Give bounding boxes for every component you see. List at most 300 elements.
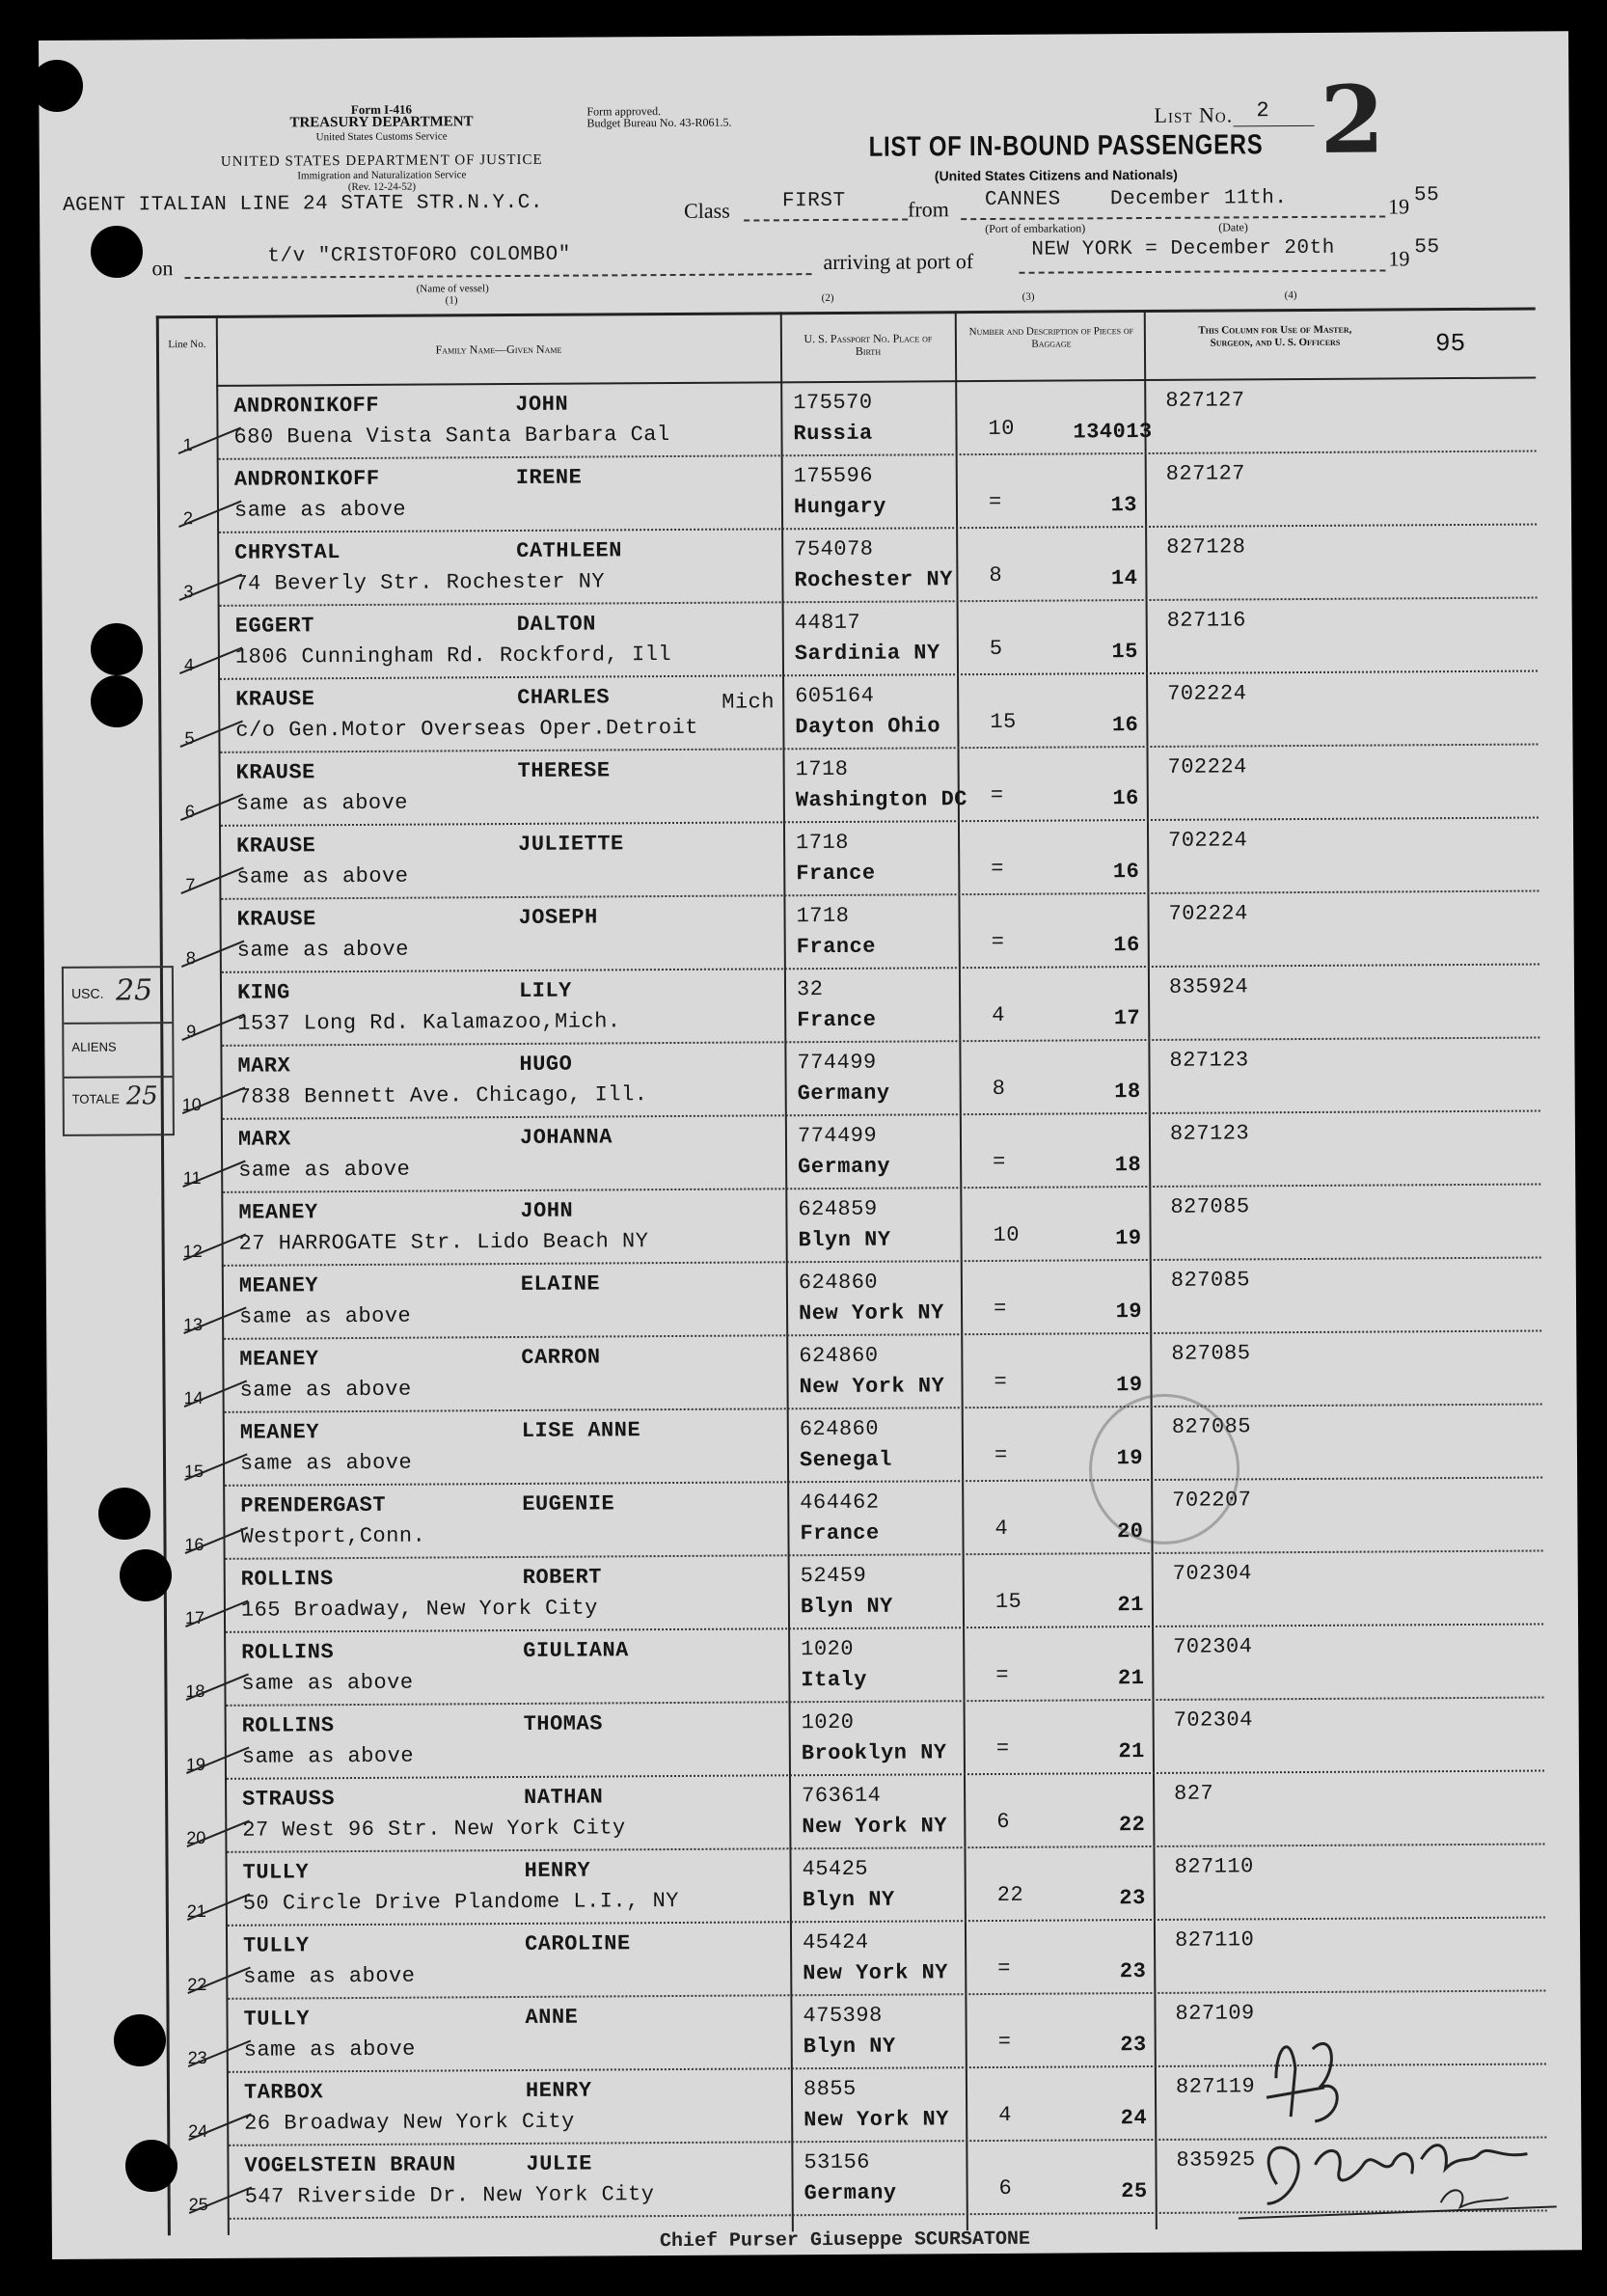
baggage-pieces: = xyxy=(991,929,1005,954)
officer-ref: 827127 xyxy=(1165,461,1246,486)
baggage-number: 134013 xyxy=(1073,419,1153,445)
place-of-birth: Hungary xyxy=(793,494,886,520)
baggage-number: 23 xyxy=(1120,2033,1147,2058)
given-name: HUGO xyxy=(519,1052,573,1077)
family-name: MEANEY xyxy=(239,1420,320,1445)
page-count-annotation: 95 xyxy=(1434,328,1466,359)
table-row xyxy=(163,1406,1542,1488)
home-address: same as above xyxy=(233,497,407,523)
line-number: 5 xyxy=(184,728,195,749)
home-address: 1537 Long Rd. Kalamazoo,Mich. xyxy=(237,1009,621,1036)
baggage-pieces: = xyxy=(993,1296,1007,1321)
justice-department: UNITED STATES DEPARTMENT OF JUSTICE xyxy=(220,151,543,170)
punch-hole xyxy=(125,2140,177,2192)
chief-purser: Chief Purser Giuseppe SCURSATONE xyxy=(659,2228,1031,2254)
passport-number: 8855 xyxy=(803,2076,857,2102)
home-address: 74 Beverly Str. Rochester NY xyxy=(234,569,606,596)
arrival-year: 55 xyxy=(1414,236,1440,260)
place-of-birth: Blyn NY xyxy=(802,1887,895,1913)
baggage-number: 21 xyxy=(1117,1593,1145,1618)
baggage-pieces: = xyxy=(993,1149,1006,1174)
baggage-number: 23 xyxy=(1119,1959,1147,1984)
home-address: 165 Broadway, New York City xyxy=(240,1596,598,1623)
officer-ref: 827085 xyxy=(1171,1341,1251,1366)
date-caption: (Date) xyxy=(1218,220,1248,234)
baggage-pieces: 8 xyxy=(992,1076,1006,1101)
place-of-birth: New York NY xyxy=(798,1300,944,1326)
port-caption: (Port of embarkation) xyxy=(985,221,1086,236)
passport-number: 1020 xyxy=(801,1709,855,1736)
family-name: TULLY xyxy=(242,1933,310,1958)
family-name: KRAUSE xyxy=(236,907,316,932)
table-row xyxy=(160,1039,1539,1121)
table-row xyxy=(161,1186,1540,1268)
home-address: same as above xyxy=(235,790,409,816)
baggage-number: 25 xyxy=(1121,2179,1148,2204)
form-revision: (Rev. 12-24-52) xyxy=(347,180,417,194)
col2-caption: (2) xyxy=(821,291,834,305)
home-address: Westport,Conn. xyxy=(240,1523,426,1549)
officer-ref: 827085 xyxy=(1171,1414,1252,1439)
home-address: same as above xyxy=(243,2036,416,2063)
place-of-birth: Sardinia NY xyxy=(794,641,940,667)
family-name: ROLLINS xyxy=(240,1567,334,1592)
aliens-label: ALIENS xyxy=(71,1039,117,1054)
line-number: 18 xyxy=(185,1681,205,1702)
line-number: 17 xyxy=(184,1607,205,1628)
place-of-birth: Germany xyxy=(798,1154,891,1180)
given-name: JOHN xyxy=(520,1198,574,1223)
table-row xyxy=(157,526,1537,608)
given-name: JOHANNA xyxy=(519,1125,613,1150)
passport-number: 754078 xyxy=(794,536,874,562)
form-number: Form I-416 xyxy=(350,101,413,118)
baggage-number: 22 xyxy=(1118,1813,1146,1838)
given-name: JOSEPH xyxy=(518,905,598,930)
officer-ref: 827109 xyxy=(1175,2001,1255,2026)
treasury-department: TREASURY DEPARTMENT xyxy=(289,114,474,131)
punch-hole xyxy=(98,1488,150,1540)
page-subtitle: (United States Citizens and Nationals) xyxy=(934,166,1178,184)
family-name: STRAUSS xyxy=(242,1787,336,1812)
baggage-pieces: = xyxy=(994,1442,1008,1467)
tally-stamp xyxy=(62,966,175,1136)
baggage-number: 19 xyxy=(1116,1373,1143,1398)
baggage-pieces: 4 xyxy=(994,1516,1009,1541)
on-label: on xyxy=(151,256,174,281)
line-number: 2 xyxy=(182,508,194,529)
passport-number: 1718 xyxy=(796,830,849,856)
line-number: 20 xyxy=(186,1827,206,1848)
officer-ref: 827123 xyxy=(1169,1121,1250,1146)
home-address: 680 Buena Vista Santa Barbara Cal xyxy=(233,423,670,450)
table-row xyxy=(162,1259,1541,1341)
place-of-birth: Russia xyxy=(793,421,873,447)
col-header-baggage: Number and Description of Pieces of Baggage xyxy=(968,325,1134,350)
place-of-birth: Germany xyxy=(804,2180,897,2206)
col-header-name: Family Name—Given Name xyxy=(435,342,562,357)
col3-caption: (3) xyxy=(1021,290,1035,303)
table-row xyxy=(165,1845,1544,1927)
list-no-label: List No. xyxy=(1154,102,1234,127)
table-row xyxy=(159,819,1539,901)
table-row xyxy=(165,1771,1544,1853)
table-row xyxy=(166,1918,1545,2000)
baggage-number: 18 xyxy=(1114,1080,1141,1105)
line-number: 16 xyxy=(184,1534,204,1555)
home-address: same as above xyxy=(241,1670,414,1696)
officer-ref: 702224 xyxy=(1168,901,1248,926)
passport-number: 1718 xyxy=(796,903,850,929)
place-of-birth: Blyn NY xyxy=(803,2034,896,2060)
line-number: 6 xyxy=(184,802,195,822)
line-number: 9 xyxy=(186,1022,197,1042)
budget-bureau: Budget Bureau No. 43-R061.5. xyxy=(586,115,732,130)
given-name: CARRON xyxy=(521,1345,601,1370)
baggage-pieces: 8 xyxy=(989,562,1003,588)
baggage-pieces: 15 xyxy=(990,709,1017,734)
place-of-birth: Germany xyxy=(797,1080,890,1107)
punch-hole xyxy=(91,675,143,727)
baggage-number: 23 xyxy=(1119,1886,1146,1911)
home-address: 7838 Bennett Ave. Chicago, Ill. xyxy=(237,1082,648,1109)
passport-number: 1718 xyxy=(795,756,849,782)
baggage-pieces: 10 xyxy=(988,416,1015,441)
officer-ref: 835924 xyxy=(1168,974,1249,999)
family-name: ROLLINS xyxy=(241,1640,335,1665)
class-label: Class xyxy=(684,198,730,223)
baggage-number: 16 xyxy=(1112,786,1139,811)
line-number: 7 xyxy=(185,875,196,895)
given-name: JULIE xyxy=(526,2151,593,2176)
table-row xyxy=(163,1479,1542,1561)
immigration-service: Immigration and Naturalization Service xyxy=(297,169,467,182)
given-name: HENRY xyxy=(525,2078,592,2103)
passport-number: 774499 xyxy=(797,1123,878,1149)
given-name: ANNE xyxy=(525,2005,579,2030)
line-number: 3 xyxy=(183,582,194,602)
line-number: 11 xyxy=(182,1167,202,1189)
given-name: HENRY xyxy=(524,1858,591,1883)
col4-caption: (4) xyxy=(1284,289,1297,302)
faint-stamp xyxy=(1089,1393,1240,1544)
given-name: JOHN xyxy=(515,392,569,417)
baggage-number: 16 xyxy=(1113,933,1140,958)
given-name: DALTON xyxy=(516,612,597,637)
officer-ref: 827116 xyxy=(1166,608,1246,633)
officer-ref: 827110 xyxy=(1174,1927,1255,1953)
passport-number: 45425 xyxy=(802,1856,869,1882)
passport-number: 53156 xyxy=(804,2149,871,2175)
family-name: TARBOX xyxy=(243,2080,324,2105)
punch-hole xyxy=(91,623,143,675)
home-address: 27 HARROGATE Str. Lido Beach NY xyxy=(238,1229,649,1256)
family-name: MEANEY xyxy=(238,1273,319,1298)
baggage-pieces: = xyxy=(994,1369,1008,1394)
passport-number: 624860 xyxy=(798,1270,879,1296)
passport-number: 774499 xyxy=(797,1050,877,1076)
given-name: THOMAS xyxy=(523,1711,603,1736)
home-address: 547 Riverside Dr. New York City xyxy=(244,2182,655,2209)
baggage-number: 20 xyxy=(1116,1519,1144,1544)
officer-ref: 827123 xyxy=(1169,1048,1249,1073)
table-row xyxy=(164,1626,1543,1708)
family-name: MARX xyxy=(237,1127,291,1152)
punch-hole xyxy=(91,226,143,278)
line-number: 23 xyxy=(187,2047,207,2068)
home-address: same as above xyxy=(238,1157,411,1183)
form-approved: Form approved. xyxy=(586,104,662,119)
name-annotation: Mich xyxy=(722,690,776,715)
table-row xyxy=(164,1552,1543,1634)
place-of-birth: Italy xyxy=(801,1667,867,1693)
given-name: JULIETTE xyxy=(518,832,624,857)
home-address: 26 Broadway New York City xyxy=(244,2109,575,2136)
family-name: CHRYSTAL xyxy=(234,540,340,565)
officer-ref: 827085 xyxy=(1170,1268,1251,1293)
line-number: 19 xyxy=(185,1754,205,1775)
family-name: ANDRONIKOFF xyxy=(233,393,380,419)
family-name: EGGERT xyxy=(234,614,315,639)
baggage-number: 18 xyxy=(1114,1153,1142,1178)
officer-ref: 827 xyxy=(1174,1781,1214,1806)
passport-number: 624859 xyxy=(798,1196,878,1222)
baggage-pieces: 6 xyxy=(998,2175,1013,2200)
col-header-officers: This Column for Use of Master, Surgeon, and U. S. Officers xyxy=(1198,323,1352,349)
place-of-birth: Brooklyn NY xyxy=(801,1740,947,1766)
baggage-number: 16 xyxy=(1111,713,1139,738)
place-of-birth: France xyxy=(800,1520,880,1546)
class-value: FIRST xyxy=(781,189,846,213)
baggage-number: 21 xyxy=(1117,1666,1145,1691)
table-row xyxy=(161,1112,1540,1194)
place-of-birth: New York NY xyxy=(803,1960,949,1986)
family-name: KRAUSE xyxy=(235,760,315,785)
given-name: LISE ANNE xyxy=(521,1418,641,1443)
officer-ref: 827119 xyxy=(1175,2074,1256,2099)
passenger-table xyxy=(156,308,1547,2236)
table-row xyxy=(158,599,1538,681)
place-of-birth: Blyn NY xyxy=(800,1594,893,1620)
passport-number: 1020 xyxy=(801,1636,855,1662)
baggage-pieces: 10 xyxy=(993,1222,1021,1247)
officer-ref: 702304 xyxy=(1173,1708,1253,1733)
baggage-pieces: = xyxy=(997,1955,1012,1981)
place-of-birth: Washington DC xyxy=(795,787,968,813)
given-name: GIULIANA xyxy=(523,1638,629,1663)
given-name: ROBERT xyxy=(522,1565,603,1590)
arrival-year-prefix: 19 xyxy=(1388,246,1410,271)
passport-number: 624860 xyxy=(799,1343,879,1369)
passport-number: 175570 xyxy=(793,390,873,416)
passport-number: 624860 xyxy=(799,1416,880,1442)
col-header-passport: U. S. Passport No. Place of Birth xyxy=(804,331,933,358)
baggage-pieces: = xyxy=(990,782,1004,807)
line-number: 4 xyxy=(183,655,195,675)
home-address: same as above xyxy=(239,1450,413,1476)
vessel-name: t/v "CRISTOFORO COLOMBO" xyxy=(267,243,571,268)
arriving-label: arriving at port of xyxy=(823,249,974,275)
year-prefix: 19 xyxy=(1388,194,1410,219)
given-name: CAROLINE xyxy=(524,1931,631,1956)
list-no-handwritten: 2 xyxy=(1320,65,1385,175)
col-header-line-no: Line No. xyxy=(168,338,206,351)
line-number: 8 xyxy=(185,948,196,969)
place-of-birth: Rochester NY xyxy=(794,567,953,593)
home-address: same as above xyxy=(243,1963,416,1989)
table-row xyxy=(159,892,1539,974)
year-value: 55 xyxy=(1413,184,1440,207)
baggage-pieces: 22 xyxy=(996,1882,1024,1907)
table-row xyxy=(158,672,1538,754)
officer-ref: 702304 xyxy=(1173,1634,1253,1659)
line-number: 14 xyxy=(183,1387,204,1408)
family-name: TULLY xyxy=(242,1860,310,1885)
line-number: 10 xyxy=(181,1094,202,1115)
passport-number: 32 xyxy=(796,977,824,1002)
baggage-pieces: 6 xyxy=(996,1809,1011,1834)
home-address: same as above xyxy=(236,863,409,889)
officer-signature xyxy=(1237,2009,1566,2232)
baggage-number: 24 xyxy=(1120,2106,1148,2131)
family-name: MEANEY xyxy=(238,1200,318,1225)
punch-hole xyxy=(31,60,83,112)
baggage-number: 15 xyxy=(1111,640,1138,665)
punch-hole xyxy=(120,1549,172,1601)
table-row xyxy=(157,452,1537,534)
baggage-pieces: = xyxy=(997,2029,1012,2054)
manifest-page xyxy=(39,31,1582,2259)
given-name: LILY xyxy=(518,978,572,1003)
officer-ref: 702207 xyxy=(1172,1488,1252,1513)
place-of-birth: New York NY xyxy=(799,1374,945,1400)
table-row xyxy=(165,1698,1544,1780)
baggage-pieces: 4 xyxy=(998,2102,1012,2127)
family-name: ANDRONIKOFF xyxy=(233,466,380,492)
baggage-number: 19 xyxy=(1115,1299,1143,1325)
given-name: THERESE xyxy=(517,758,611,783)
col1-caption: (1) xyxy=(445,294,458,307)
home-address: same as above xyxy=(239,1303,412,1329)
line-number: 13 xyxy=(183,1314,204,1335)
given-name: CATHLEEN xyxy=(516,538,622,563)
family-name: KRAUSE xyxy=(236,834,316,859)
place-of-birth: New York NY xyxy=(802,1814,948,1840)
given-name: NATHAN xyxy=(524,1785,604,1810)
total-label: TOTALE xyxy=(71,1091,121,1107)
baggage-pieces: = xyxy=(991,856,1005,881)
officer-ref: 702224 xyxy=(1168,828,1248,853)
home-address: 1806 Cunningham Rd. Rockford, Ill xyxy=(234,642,672,670)
usc-label: USC. xyxy=(70,985,104,1001)
place-of-birth: France xyxy=(796,861,876,887)
family-name: KRAUSE xyxy=(235,687,315,712)
passport-number: 475398 xyxy=(803,2003,883,2029)
line-number: 24 xyxy=(188,2120,208,2142)
family-name: PRENDERGAST xyxy=(240,1492,387,1518)
list-no-typed: 2 xyxy=(1256,98,1269,123)
passport-number: 52459 xyxy=(800,1563,867,1589)
given-name: EUGENIE xyxy=(522,1491,615,1517)
home-address: same as above xyxy=(239,1377,412,1403)
passport-number: 605164 xyxy=(795,683,875,709)
embarkation-port: CANNES xyxy=(984,188,1061,212)
family-name: TULLY xyxy=(243,2007,311,2032)
family-name: MARX xyxy=(237,1053,291,1079)
line-number: 22 xyxy=(187,1974,207,1995)
baggage-pieces: = xyxy=(995,1662,1010,1687)
baggage-pieces: 5 xyxy=(989,636,1003,661)
officer-ref: 702224 xyxy=(1167,681,1247,706)
baggage-pieces: = xyxy=(988,489,1002,514)
agent-line: AGENT ITALIAN LINE 24 STATE STR.N.Y.C. xyxy=(62,191,543,217)
baggage-number: 16 xyxy=(1112,860,1140,885)
line-number: 25 xyxy=(188,2194,208,2215)
family-name: VOGELSTEIN BRAUN xyxy=(244,2152,456,2178)
passport-number: 44817 xyxy=(794,610,861,636)
passport-number: 45424 xyxy=(802,1929,869,1955)
officer-ref: 827128 xyxy=(1166,534,1246,560)
home-address: 27 West 96 Str. New York City xyxy=(242,1816,626,1843)
officer-ref: 827085 xyxy=(1170,1194,1250,1219)
total-count: 25 xyxy=(125,1081,158,1111)
baggage-number: 14 xyxy=(1110,566,1138,591)
line-number: 21 xyxy=(186,1900,206,1922)
line-number: 1 xyxy=(182,435,193,455)
given-name: CHARLES xyxy=(517,685,611,710)
baggage-number: 17 xyxy=(1113,1006,1141,1031)
home-address: same as above xyxy=(241,1743,415,1769)
passport-number: 763614 xyxy=(802,1783,882,1809)
officer-ref: 702224 xyxy=(1167,754,1247,779)
officer-ref: 827127 xyxy=(1165,388,1245,413)
place-of-birth: France xyxy=(797,1007,877,1033)
from-label: from xyxy=(908,197,949,222)
usc-count: 25 xyxy=(115,973,153,1008)
baggage-number: 21 xyxy=(1118,1739,1145,1764)
line-number: 15 xyxy=(183,1461,204,1482)
home-address: same as above xyxy=(236,937,409,963)
family-name: ROLLINS xyxy=(241,1713,335,1738)
table-row xyxy=(162,1332,1541,1414)
table-row xyxy=(156,379,1536,461)
table-row xyxy=(160,966,1539,1048)
given-name: IRENE xyxy=(515,465,583,490)
officer-ref: 702304 xyxy=(1172,1561,1253,1586)
arrival-port-date: NEW YORK = December 20th xyxy=(1031,236,1335,261)
page-title: LIST OF IN-BOUND PASSENGERS xyxy=(868,129,1264,163)
home-address: c/o Gen.Motor Overseas Oper.Detroit xyxy=(235,715,699,743)
place-of-birth: France xyxy=(796,934,877,960)
customs-service: United States Customs Service xyxy=(315,130,448,144)
baggage-pieces: 4 xyxy=(992,1002,1005,1027)
passport-number: 175596 xyxy=(793,463,874,489)
line-number: 12 xyxy=(182,1241,203,1262)
officer-ref: 827110 xyxy=(1174,1854,1254,1879)
embarkation-date: December 11th. xyxy=(1109,187,1288,211)
officer-ref: 835925 xyxy=(1176,2147,1256,2173)
baggage-pieces: = xyxy=(995,1736,1010,1761)
family-name: MEANEY xyxy=(239,1347,319,1372)
place-of-birth: Senegal xyxy=(799,1447,893,1473)
vessel-caption: (Name of vessel) xyxy=(416,283,489,295)
place-of-birth: Blyn NY xyxy=(798,1227,891,1253)
given-name: ELAINE xyxy=(520,1271,601,1297)
place-of-birth: Dayton Ohio xyxy=(795,714,941,740)
baggage-pieces: 15 xyxy=(994,1589,1022,1614)
passport-number: 464462 xyxy=(800,1490,880,1516)
baggage-number: 19 xyxy=(1115,1226,1142,1251)
